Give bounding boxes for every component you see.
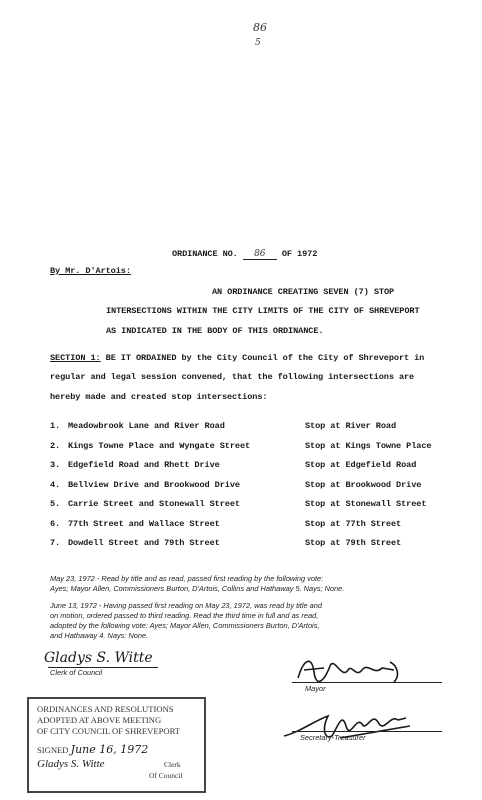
intersection-location: 77th Street and Wallace Street [68,518,220,529]
intersection-location: Carrie Street and Stonewall Street [68,499,240,509]
intersection-stop: Stop at River Road [305,421,397,431]
mayor-signature-line [292,682,442,683]
intersection-location: Kings Towne Place and Wyngate Street [68,440,251,451]
intersection-number: 4. [50,479,61,490]
secretary-signature [280,706,430,751]
intersection-stop: Stop at Edgefield Road [305,460,417,470]
intersection-location: Dowdell Street and 79th Street [68,538,220,548]
stamp-line-3: OF CITY COUNCIL OF SHREVEPORT [37,726,181,736]
page-number-mark: 86 [253,21,267,34]
intersection-stop: Stop at 79th Street [305,538,402,548]
title-line-3: AS INDICATED IN THE BODY OF THIS ORDINANCE. [106,326,324,336]
title-line-1: AN ORDINANCE CREATING SEVEN (7) STOP [212,287,395,297]
intersection-stop: Stop at Stonewall Street [305,499,427,509]
mayor-label: Mayor [305,684,326,693]
secretary-signature-line [292,731,442,732]
intersection-number: 6. [50,518,61,529]
clerk-label: Clerk of Council [50,668,103,677]
section-1-line-1 [50,353,424,363]
note-2-line-2: on motion, ordered passed to third reading. Read the third time in full and as read, [50,611,319,620]
note-may-23 [50,574,344,594]
stamp-role-2: Of Council [149,771,183,780]
adoption-stamp [27,697,206,793]
clerk-signature: Gladys S. Witte [44,650,153,666]
heading-suffix: OF 1972 [281,249,318,259]
intersection-location: Edgefield Road and Rhett Drive [68,460,220,470]
ordinance-number: 86 [243,249,277,260]
page-sub-mark: 5 [255,38,261,48]
intersection-number: 7. [50,538,61,548]
stamp-line-1: ORDINANCES AND RESOLUTIONS [37,704,174,714]
intersection-stop: Stop at Brookwood Drive [305,479,422,490]
intersection-location: Bellview Drive and Brookwood Drive [68,479,240,490]
intersection-stop: Stop at 77th Street [305,518,402,529]
intersection-stop: Stop at Kings Towne Place [305,440,432,451]
section-text-1: BE IT ORDAINED by the City Council of the City of Shreveport in [105,353,425,363]
intersection-number: 1. [50,421,61,431]
stamp-signer: Gladys S. Witte [37,758,105,770]
section-1-line-2: regular and legal session convened, that the following intersections are [50,372,415,382]
intersection-number: 2. [50,440,61,451]
intersection-location: Meadowbrook Lane and River Road [68,421,225,431]
stamp-line-2: ADOPTED AT ABOVE MEETING [37,715,162,725]
title-line-2: INTERSECTIONS WITHIN THE CITY LIMITS OF THE CITY OF SHREVEPORT [106,306,420,316]
author-line: By Mr. D'Artois: [50,266,131,276]
stamp-signed-date: June 16, 1972 [70,743,149,756]
note-june-13 [50,601,322,641]
section-label: SECTION 1: [50,353,101,363]
heading-prefix: ORDINANCE NO. [172,249,238,259]
note-2-line-3: adopted by the following vote: Ayes; Mayor Allen, Commissioners Burton, D'Artois, [50,621,320,630]
note-2-line-1: June 13, 1972 - Having passed first reading on May 23, 1972, was read by title and [50,601,322,610]
note-1-line-2: Ayes; Mayor Allen, Commissioners Burton, D'Artois, Collins and Hathaway 5. Nays; None. [50,584,345,593]
section-1-line-3: hereby made and created stop intersections: [50,392,268,402]
intersection-number: 5. [50,499,61,509]
ordinance-heading [172,249,317,260]
stamp-role-1: Clerk [164,760,181,769]
note-1-line-1: May 23, 1972 - Read by title and as read, passed first reading by the following vote: [50,574,324,583]
intersection-number: 3. [50,460,61,470]
stamp-signed-label: SIGNED [37,745,69,755]
note-2-line-4: and Hathaway 4. Nays: None. [50,631,149,640]
stamp-signed [37,743,148,756]
secretary-label: Secretary-Treasurer [300,733,366,742]
